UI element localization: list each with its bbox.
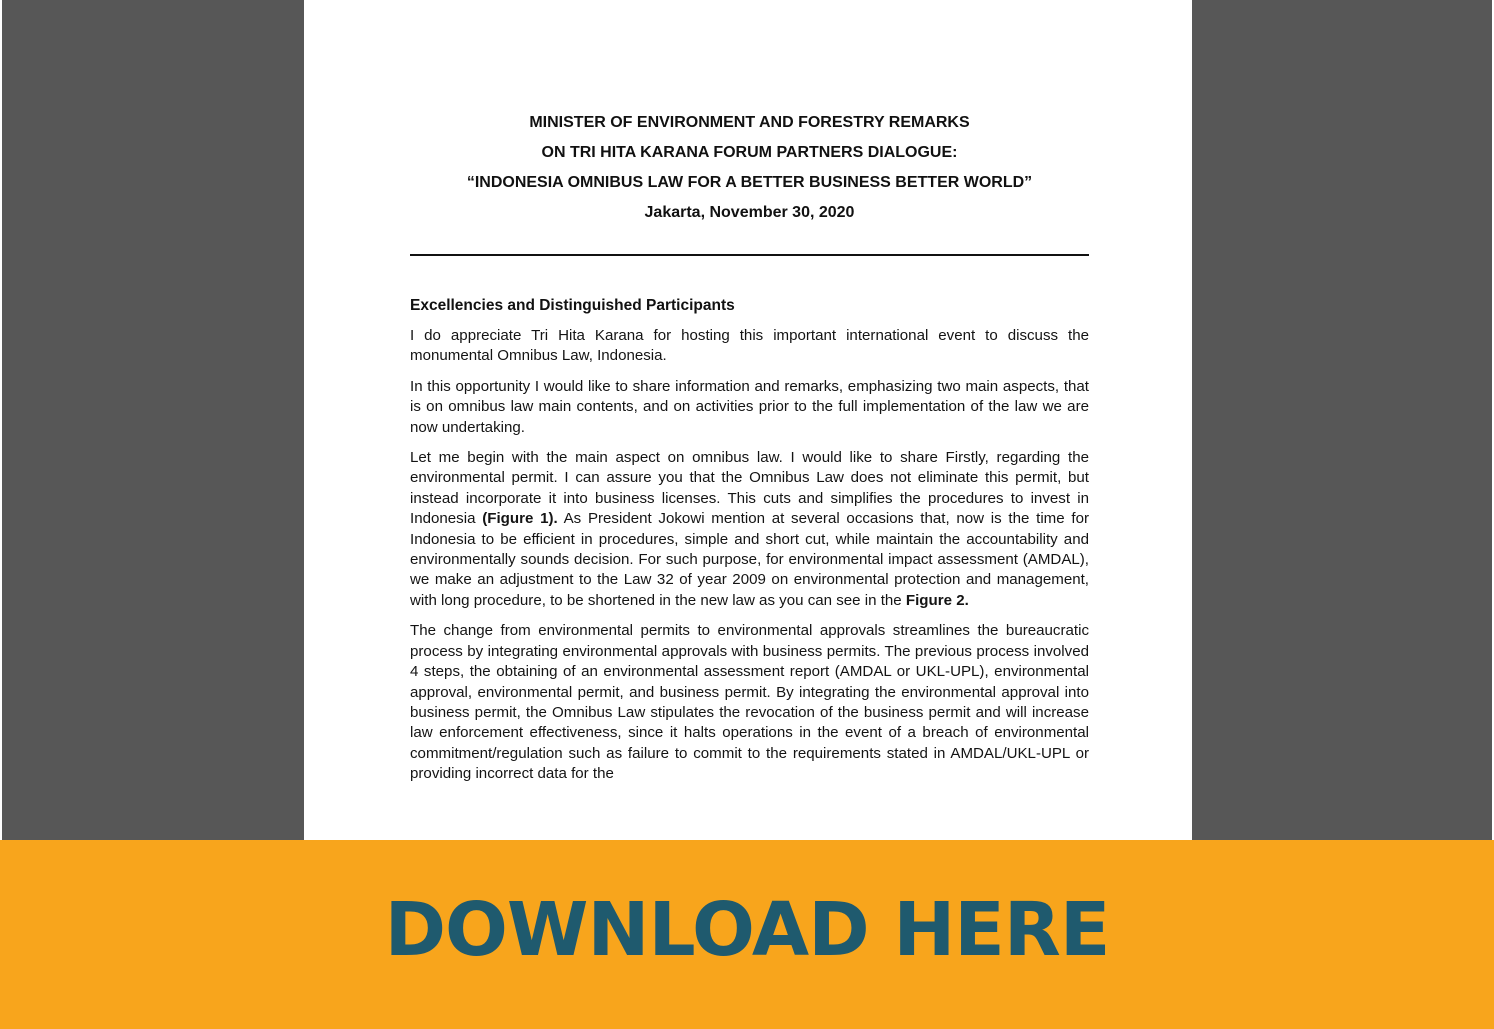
paragraph-3-text-b: As President Jokowi mention at several occasions that, now is the time for Indonesia to be efficient in procedures, simple and short cut, while maintain the accountability and environmentally sounds decision. For such purpose, for environmental impact assessment (AMDAL), we make an adjustment to the Law 32 of year 2009 on environmental protection and management, with long procedure, to be shortened in the new law as you can see in the: [410, 510, 1089, 609]
paragraph-2: In this opportunity I would like to share information and remarks, emphasizing two main aspects, that is on omnibus law main contents, and on activities prior to the full implementation of the law we are now undertaking.: [410, 377, 1089, 436]
paragraph-1: I do appreciate Tri Hita Karana for hosting this important international event to discuss the monumental Omnibus Law, Indonesia.: [410, 327, 1089, 365]
document-title: [410, 108, 1089, 228]
salutation-heading: Excellencies and Distinguished Participants: [410, 297, 735, 314]
figure-2-reference: Figure 2.: [905, 591, 969, 609]
title-line-2: ON TRI HITA KARANA FORUM PARTNERS DIALOGUE:: [541, 144, 958, 161]
document-content: [410, 108, 1089, 785]
paragraph-3: [410, 448, 1089, 611]
document-page: [304, 0, 1192, 842]
title-line-3: “INDONESIA OMNIBUS LAW FOR A BETTER BUSINESS BETTER WORLD”: [466, 174, 1033, 191]
paragraph-3-text-a: Let me begin with the main aspect on omnibus law. I would like to share Firstly, regarding the environmental permit. I can assure you that the Omnibus Law does not eliminate this permit, but instead incorporate it into business licenses. This cuts and simplifies the procedures to invest in Indonesia: [410, 449, 1089, 528]
paragraph-4: The change from environmental permits to environmental approvals streamlines the bureaucratic process by integrating environmental approvals with business permits. The previous process involved 4 steps, the obtaining of an environmental assessment report (AMDAL or UKL-UPL), environmental approval, environmental permit, and business permit. By integrating the environmental approval into business permit, the Omnibus Law stipulates the revocation of the business permit and will increase law enforcement effectiveness, since it halts operations in the event of a breach of environmental commitment/regulation such as failure to commit to the requirements stated in AMDAL/UKL-UPL or providing incorrect data for the: [410, 622, 1089, 783]
title-line-1: MINISTER OF ENVIRONMENT AND FORESTRY REMARKS: [529, 114, 970, 131]
title-date: Jakarta, November 30, 2020: [644, 204, 855, 221]
title-divider: [410, 254, 1089, 256]
download-here-button[interactable]: [0, 840, 1494, 1029]
download-here-label: DOWNLOAD HERE: [384, 886, 1110, 973]
figure-1-reference: (Figure 1).: [482, 510, 558, 528]
